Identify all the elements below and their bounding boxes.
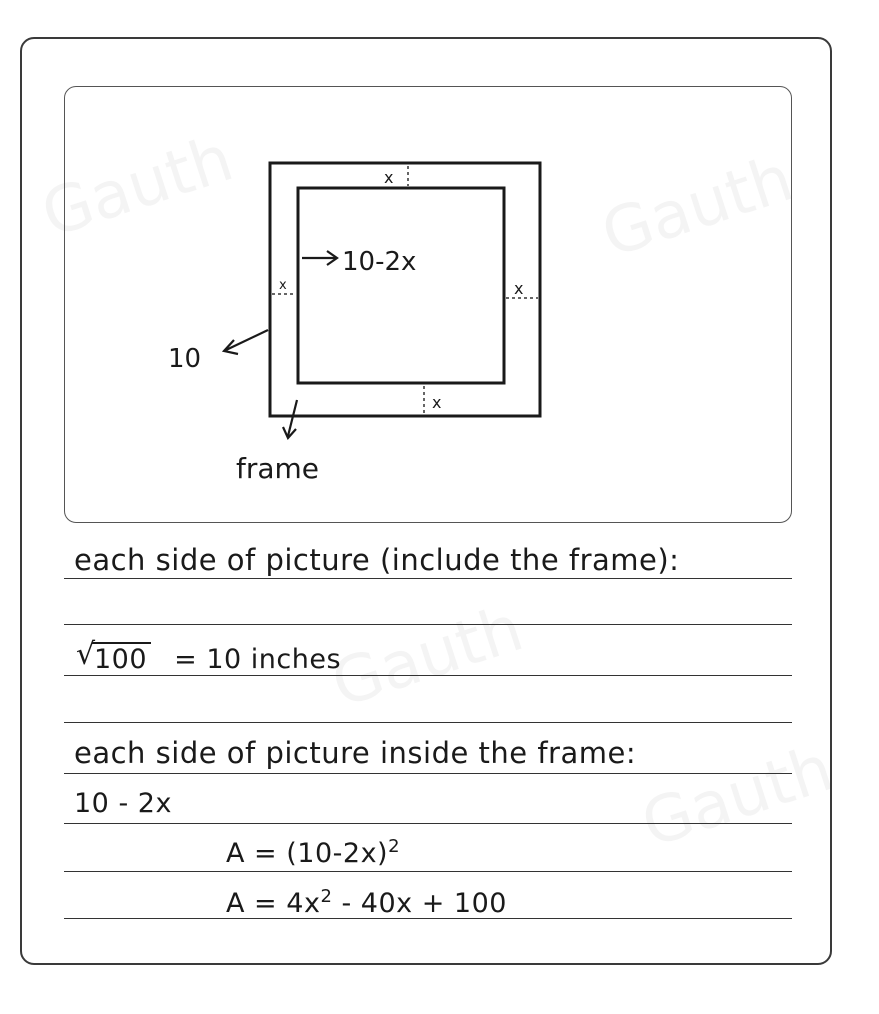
note-inner-heading: each side of picture inside the frame:: [74, 736, 637, 770]
inner-side-label: 10-2x: [342, 247, 417, 277]
area-expr: (10-2x): [286, 838, 389, 869]
note-outer-heading: each side of picture (include the frame):: [74, 543, 680, 577]
radicand: 100: [92, 642, 151, 673]
rule-line: [64, 871, 792, 872]
rule-line: [64, 823, 792, 824]
rule-line: [64, 722, 792, 723]
area-equation-2: [226, 888, 507, 917]
rule-line: [64, 578, 792, 579]
rule-line: [64, 624, 792, 625]
x-label-top: x: [384, 168, 394, 187]
x-label-bottom: x: [432, 393, 442, 412]
outer-side-label: 10: [168, 344, 202, 374]
rule-line: [64, 773, 792, 774]
area2-lhs: A =: [226, 888, 287, 919]
area2-term-a: 4x: [286, 888, 321, 919]
x-label-left: x: [279, 278, 287, 293]
inner-side-expression: 10 - 2x: [74, 788, 172, 819]
area2-term-b: - 40x + 100: [332, 888, 507, 919]
area2-power: 2: [320, 886, 333, 907]
frame-label: frame: [236, 452, 320, 485]
rule-line: [64, 675, 792, 676]
outer-square: [270, 163, 540, 416]
sqrt-line: [76, 637, 342, 675]
area-power: 2: [388, 836, 401, 857]
area-equation-1: [226, 838, 400, 867]
area-lhs: A =: [226, 838, 287, 869]
x-label-right: x: [514, 279, 524, 298]
inner-square: [298, 188, 504, 383]
sqrt-symbol: √ 100: [76, 642, 151, 673]
sqrt-result: = 10 inches: [174, 644, 342, 675]
